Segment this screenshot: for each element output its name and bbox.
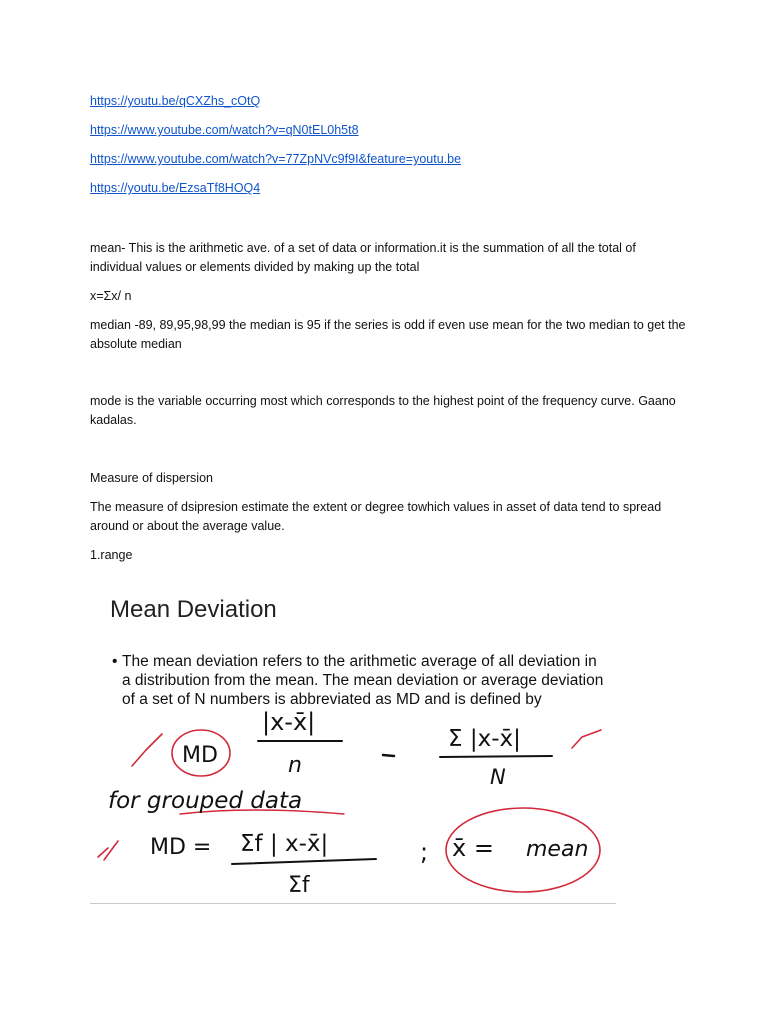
numerator-3: Σf | x-x̄| xyxy=(240,831,329,857)
md-label: MD xyxy=(182,743,218,768)
paragraph-median xyxy=(90,316,686,354)
link-youtube-2[interactable]: https://www.youtube.com/watch?v=qN0tEL0h5t8 xyxy=(90,123,359,137)
grouped-data-label: for grouped data xyxy=(108,788,303,814)
horizontal-divider xyxy=(90,903,616,904)
median-text: median -89, 89,95,98,99 the median is 95 if the series is odd if even use mean for the two median to get the absolute median xyxy=(90,318,686,351)
dispersion-heading: Measure of dispersion xyxy=(90,471,213,485)
slide-title: Mean Deviation xyxy=(110,596,277,623)
paragraph-dispersion xyxy=(90,498,686,536)
semicolon: ; xyxy=(420,838,429,866)
slide-bullet-text: The mean deviation refers to the arithmetic average of all deviation in a distribution from the mean. The mean deviation or average deviation of a set of N numbers is abbreviated as MD and is defined by xyxy=(122,653,604,708)
mean-word: mean xyxy=(526,837,589,862)
fraction-bar-2 xyxy=(440,756,552,757)
paragraph-mean xyxy=(90,239,686,277)
denominator-2: N xyxy=(490,765,506,789)
paragraph-dispersion-heading xyxy=(90,469,686,488)
equals-dash xyxy=(383,755,394,756)
link-youtube-1[interactable]: https://youtu.be/qCXZhs_cOtQ xyxy=(90,94,261,108)
bullet-dot-icon: • xyxy=(112,653,118,670)
red-tick-right xyxy=(572,730,601,748)
mean-deviation-slide-image xyxy=(90,580,616,902)
denominator-1: n xyxy=(288,753,302,778)
video-links xyxy=(90,94,461,210)
dispersion-text: The measure of dsipresion estimate the extent or degree towhich values in asset of data tend to spread around or about the average value. xyxy=(90,500,662,533)
denominator-3: Σf xyxy=(288,873,310,898)
link-youtube-3[interactable]: https://www.youtube.com/watch?v=77ZpNVc9f9I&feature=youtu.be xyxy=(90,152,462,166)
red-check-mark-1 xyxy=(132,734,162,766)
mode-text: mode is the variable occurring most which corresponds to the highest point of the frequency curve. Gaano kadalas. xyxy=(90,394,676,427)
xbar-equals: x̄ = xyxy=(452,834,494,862)
range-text: 1.range xyxy=(90,548,133,562)
mean-formula: x=Σx/ n xyxy=(90,289,132,303)
paragraph-range xyxy=(90,546,686,565)
link-youtube-4[interactable]: https://youtu.be/EzsaTf8HOQ4 xyxy=(90,181,261,195)
fraction-bar-3 xyxy=(232,859,376,864)
md-label-2: MD = xyxy=(150,835,212,860)
numerator-2: Σ |x-x̄| xyxy=(448,726,521,752)
paragraph-mode xyxy=(90,392,686,430)
mean-text: mean- This is the arithmetic ave. of a set of data or information.it is the summation of all the total of individual values or elements divided by making up the total xyxy=(90,241,636,274)
numerator-1: |x-x̄| xyxy=(262,708,316,736)
paragraph-formula xyxy=(90,287,686,306)
handwritten-formulas xyxy=(90,580,616,902)
